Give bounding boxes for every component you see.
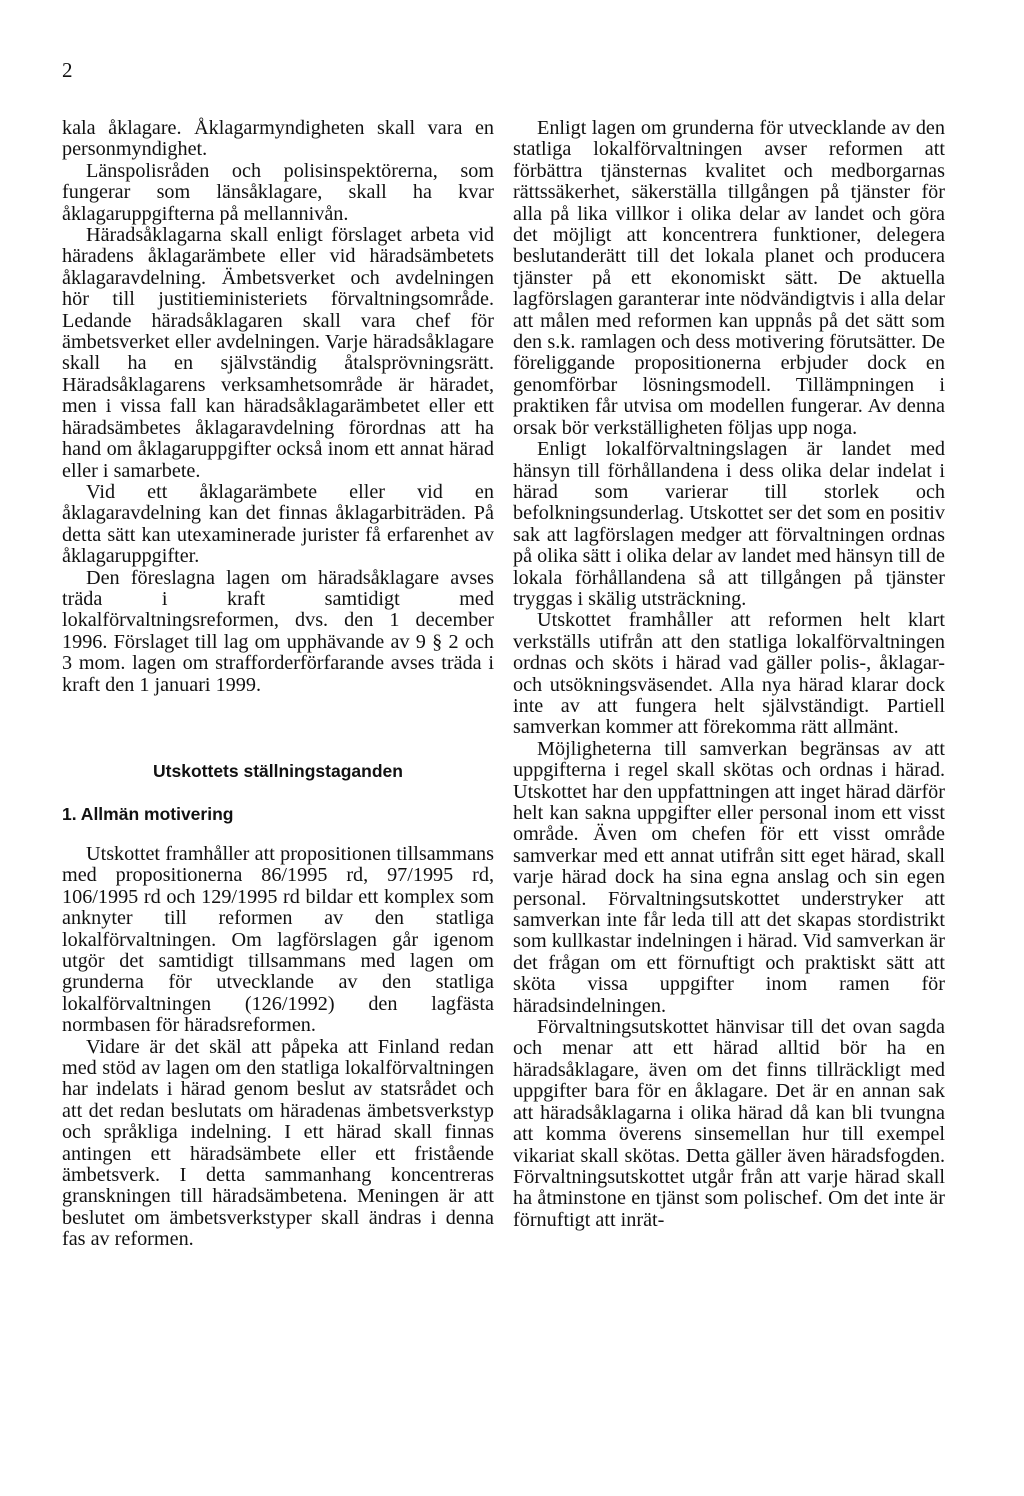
paragraph: Länspolisråden och polisinspektörerna, som fungerar som länsåklagare, skall ha kvar åklagaruppgifterna på mellannivån.	[62, 159, 494, 225]
paragraph: Vidare är det skäl att påpeka att Finland redan med stöd av lagen om den statliga lokalförvaltningen har indelats i härad genom beslut av statsrådet och att det redan beslutats om häradenas ämbetsverkstyp och språkliga indelning. I ett härad skall finnas antingen ett häradsämbete eller ett fristående ämbetsverk. I detta sammanhang koncentreras granskningen till häradsämbetena. Meningen är att beslutet om ämbetsverkstyper skall ändras i denna fas av reformen.	[62, 1035, 494, 1251]
paragraph: Utskottet framhåller att reformen helt klart verkställs utifrån att den statliga lokalförvaltningen ordnas och sköts i härad vad gäller polis-, åklagar- och utsökningsväsendet. Alla nya härad klarar dock inte av att fungera helt självständigt. Partiell samverkan kommer att förekomma rätt allmänt.	[513, 609, 945, 739]
paragraph: Enligt lokalförvaltningslagen är landet med hänsyn till förhållandena i dess olika delar indelat i härad som varierar till storlek och befolkningsunderlag. Utskottet ser det som en positiv sak att lagförslagen medger att förvaltningen ordnas på olika sätt i olika delar av landet med hänsyn till de lokala förhållandena så att tillgången på tjänster tryggas i skälig utsträckning.	[513, 438, 945, 610]
page-number: 2	[62, 58, 73, 82]
section-heading: Utskottets ställningstaganden	[153, 760, 403, 781]
right-column	[513, 118, 945, 1231]
left-column	[62, 118, 494, 1251]
subsection-heading: 1. Allmän motivering	[62, 803, 234, 824]
paragraph: Den föreslagna lagen om häradsåklagare avses träda i kraft samtidigt med lokalförvaltningsreformen, dvs. den 1 december 1996. Förslaget till lag om upphävande av 9 § 2 och 3 mom. lagen om strafforderförfarande avses träda i kraft den 1 januari 1999.	[62, 566, 494, 696]
paragraph: Utskottet framhåller att propositionen tillsammans med propositionerna 86/1995 rd, 97/1995 rd, 106/1995 rd och 129/1995 rd bildar ett komplex som anknyter till reformen av den statliga lokalförvaltningen. Om lagförslagen går igenom utgör det samtidigt tillsammans med lagen om grunderna för utvecklande av den statliga lokalförvaltningen (126/1992) den lagfästa normbasen för häradsreformen.	[62, 842, 494, 1037]
paragraph: Häradsåklagarna skall enligt förslaget arbeta vid häradens åklagarämbete eller vid häradsämbetets åklagaravdelning. Ämbetsverket och avdelningen hör till justitieministeriets förvaltningsområde. Ledande häradsåklagaren skall vara chef för ämbetsverket eller avdelningen. Varje häradsåklagare skall ha en självständig åtalsprövningsrätt. Häradsåklagarens verksamhetsområde är häradet, men i vissa fall kan häradsåklagarämbetet eller ett häradsämbetes åklagaravdelning förordnas att ha hand om åklagaruppgifter också inom ett annat härad eller i samarbete.	[62, 224, 494, 482]
paragraph: kala åklagare. Åklagarmyndigheten skall vara en personmyndighet.	[62, 117, 494, 161]
paragraph: Möjligheterna till samverkan begränsas av att uppgifterna i regel skall skötas och ordnas i härad. Utskottet har den uppfattningen att inget härad därför helt kan sakna uppgifter eller personal inom ett visst område. Även om chefen för ett visst område samverkar med ett annat utifrån sitt eget härad, skall varje härad dock ha sina egna anslag och sin egen personal. Förvaltningsutskottet understryker att samverkan inte får leda till att det skapas stordistrikt som kullkastar indelningen i härad. Vid samverkan är det frågan om ett förnuftigt och praktiskt sätt att sköta vissa uppgifter inom ramen för häradsindelningen.	[513, 737, 945, 1017]
paragraph: Enligt lagen om grunderna för utvecklande av den statliga lokalförvaltningen avser reformen att förbättra tjänsternas kvalitet och medborgarnas rättssäkerhet, säkerställa tillgången på tjänster för alla på lika villkor i olika delar av landet och göra det möjligt att koncentrera funktioner, delegera beslutanderätt till det lokala planet och producera tjänster på ett ekonomiskt sätt. De aktuella lagförslagen garanterar inte nödvändigtvis i alla delar att målen med reformen kan uppnås på det sätt som den s.k. ramlagen och dess motivering förutsätter. De föreliggande propositionerna erbjuder dock en genomförbar lösningsmodell. Tillämpningen i praktiken får utvisa om modellen fungerar. Av denna orsak bör verkställigheten följas upp noga.	[513, 117, 945, 439]
paragraph: Förvaltningsutskottet hänvisar till det ovan sagda och menar att ett härad alltid bör ha en häradsåklagare, även om det finns tillräckligt med uppgifter bara för en åklagare. Det är en annan sak att häradsåklagarna i olika härad då kan bli tvungna att komma överens sinsemellan hur till exempel vikariat skall skötas. Detta gäller även häradsfogden. Förvaltningsutskottet utgår från att varje härad skall ha åtminstone en tjänst som polischef. Om det inte är förnuftigt att inrät-	[513, 1016, 945, 1231]
paragraph: Vid ett åklagarämbete eller vid en åklagaravdelning kan det finnas åklagarbiträden. På detta sätt kan utexaminerade jurister få erfarenhet av åklagaruppgifter.	[62, 480, 494, 568]
